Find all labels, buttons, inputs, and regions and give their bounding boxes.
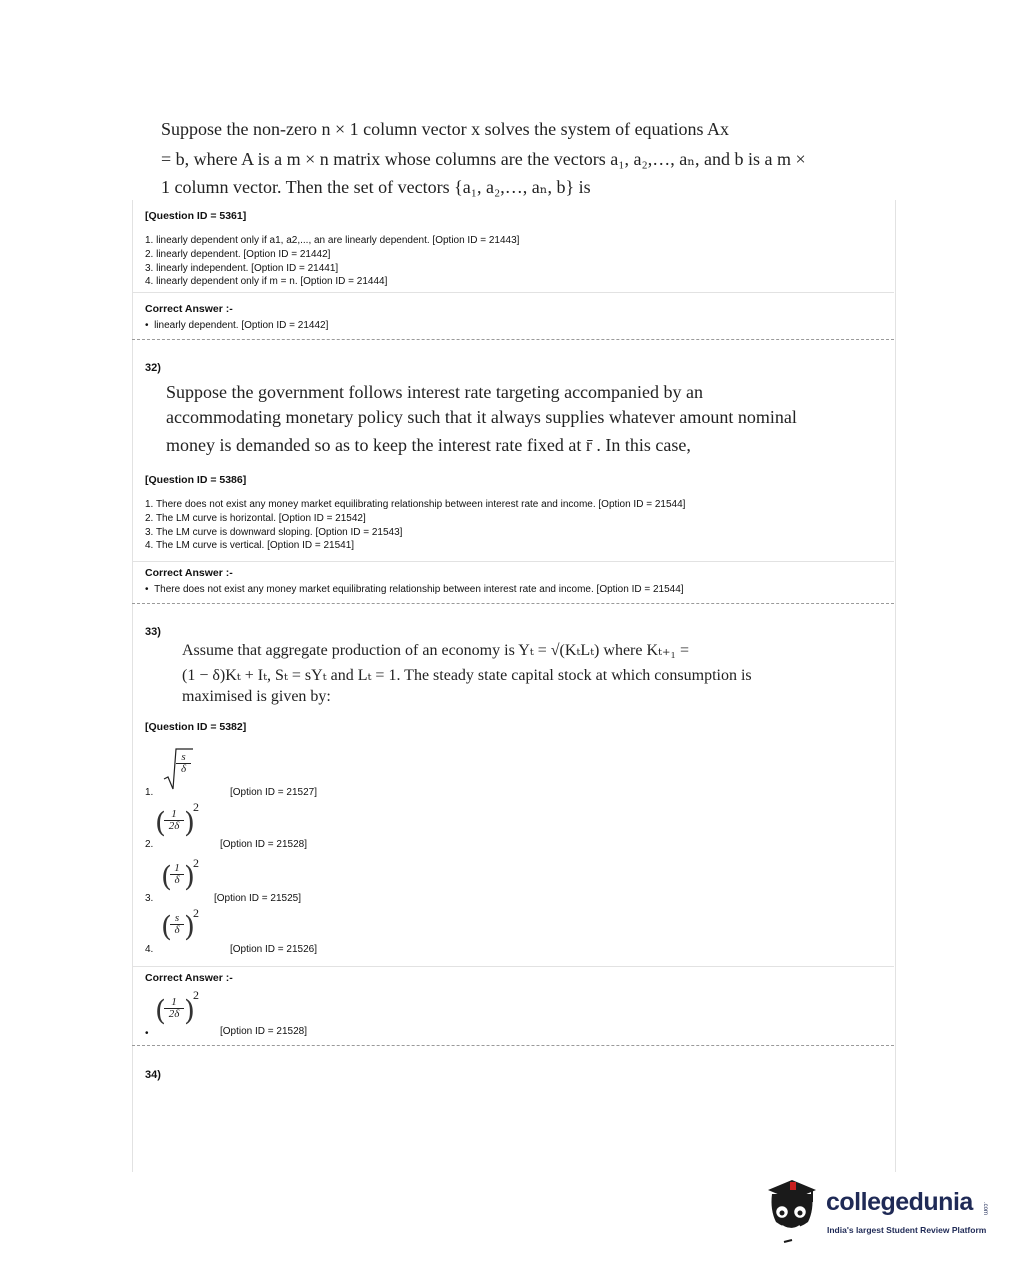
q31-correct-answer: • linearly dependent. [Option ID = 21442]	[145, 320, 329, 331]
sqrt-fraction-formula	[161, 747, 195, 791]
question-separator	[132, 1045, 894, 1046]
q33-option-1-number: 1.	[145, 787, 154, 798]
q31-text-line3: 1 column vector. Then the set of vectors {a₁, a₂,…, aₙ, b} is	[161, 177, 591, 197]
q32-text-line2: accommodating monetary policy such that it always supplies whatever amount nominal	[166, 407, 797, 427]
q33-text-line1: Assume that aggregate production of an economy is Yₜ = √(KₜLₜ) where Kₜ₊₁ =	[182, 642, 690, 659]
mascot-icon	[762, 1176, 824, 1246]
exponent: 2	[193, 856, 199, 870]
q33-number: 33)	[145, 626, 161, 638]
logo-wordmark: collegedunia	[826, 1188, 973, 1216]
q33-question-id: [Question ID = 5382]	[145, 721, 247, 733]
q33-correct-label: Correct Answer :-	[145, 972, 233, 984]
q31-text-line2: = b, where A is a m × n matrix whose columns are the vectors a₁, a₂,…, aₙ, and b is a m ×	[161, 149, 806, 169]
q33-option-2-number: 2.	[145, 839, 154, 850]
power-fraction-formula	[161, 856, 207, 900]
q33-option-3-number: 3.	[145, 893, 154, 904]
power-fraction-formula	[155, 800, 205, 844]
fraction: $\frac{s}{\delta}$	[170, 913, 184, 936]
q31-question-id: [Question ID = 5361]	[145, 210, 247, 222]
q31-option-3: 3. linearly independent. [Option ID = 21441]	[145, 262, 339, 274]
bullet-icon: •	[145, 1028, 149, 1039]
q32-number: 32)	[145, 362, 161, 374]
left-paren-icon: (	[155, 806, 166, 839]
q31-option-1: 1. linearly dependent only if a1, a2,..., an are linearly dependent. [Option ID = 21443]	[145, 235, 520, 246]
q31-option-2: 2. linearly dependent. [Option ID = 21442]	[145, 248, 331, 260]
q33-option-4-id: [Option ID = 21526]	[230, 944, 318, 955]
fraction: $\frac{1}{\delta}$	[170, 863, 184, 886]
left-paren-icon: (	[155, 994, 166, 1027]
right-paren-icon: )	[184, 806, 195, 839]
right-paren-icon: )	[184, 910, 195, 943]
collegedunia-logo	[762, 1176, 1002, 1248]
logo-suffix: .com	[982, 1202, 988, 1216]
q31-options	[145, 234, 519, 289]
fraction: $\frac{s}{\delta}$	[176, 752, 191, 775]
q32-question-id: [Question ID = 5386]	[145, 474, 247, 486]
q31-text-line1: Suppose the non-zero n × 1 column vector x solves the system of equations Ax	[161, 119, 730, 139]
q33-option-3-id: [Option ID = 21525]	[214, 893, 302, 904]
q33-correct-id: [Option ID = 21528]	[220, 1026, 308, 1037]
q32-correct-label: Correct Answer :-	[145, 567, 233, 579]
bullet-icon: •	[145, 320, 149, 331]
q31-correct-label: Correct Answer :-	[145, 303, 233, 315]
power-fraction-formula	[161, 906, 207, 950]
q32-option-1: 1. There does not exist any money market equilibrating relationship between interest rate and income. [Option ID = 21544]	[145, 499, 686, 510]
exponent: 2	[193, 988, 199, 1002]
left-paren-icon: (	[161, 860, 172, 893]
q33-option-2-id: [Option ID = 21528]	[220, 839, 308, 850]
correct-answer-formula	[155, 988, 205, 1032]
q32-option-4: 4. The LM curve is vertical. [Option ID = 21541]	[145, 540, 355, 552]
divider	[132, 966, 894, 967]
q33-text-line3: maximised is given by:	[182, 688, 331, 705]
q34-number: 34)	[145, 1069, 161, 1081]
logo-tagline: India's largest Student Review Platform	[827, 1225, 987, 1235]
fraction: $\frac{1}{2\delta}$	[164, 809, 184, 832]
fraction: $\frac{1}{2\delta}$	[164, 997, 184, 1020]
q32-text-line3: money is demanded so as to keep the interest rate fixed at r̄ . In this case,	[166, 435, 691, 455]
q33-text-line2: (1 − δ)Kₜ + Iₜ, Sₜ = sYₜ and Lₜ = 1. The steady state capital stock at which consumption is	[182, 667, 752, 684]
q32-options	[145, 498, 685, 553]
q32-text-line1: Suppose the government follows interest rate targeting accompanied by an	[166, 382, 704, 402]
q32-option-3: 3. The LM curve is downward sloping. [Option ID = 21543]	[145, 526, 403, 538]
divider	[132, 292, 894, 293]
exponent: 2	[193, 800, 199, 814]
bullet-icon: •	[145, 584, 149, 595]
q33-option-1-id: [Option ID = 21527]	[230, 787, 318, 798]
q33-option-4-number: 4.	[145, 944, 154, 955]
left-paren-icon: (	[161, 910, 172, 943]
exponent: 2	[193, 906, 199, 920]
question-separator	[132, 603, 894, 604]
right-paren-icon: )	[184, 994, 195, 1027]
q31-option-4: 4. linearly dependent only if m = n. [Option ID = 21444]	[145, 276, 388, 288]
q32-correct-answer: • There does not exist any money market equilibrating relationship between interest rate and income. [Option ID = 21544]	[145, 584, 684, 595]
question-separator	[132, 339, 894, 340]
divider	[132, 561, 894, 562]
q32-option-2: 2. The LM curve is horizontal. [Option ID = 21542]	[145, 512, 366, 524]
right-paren-icon: )	[184, 860, 195, 893]
